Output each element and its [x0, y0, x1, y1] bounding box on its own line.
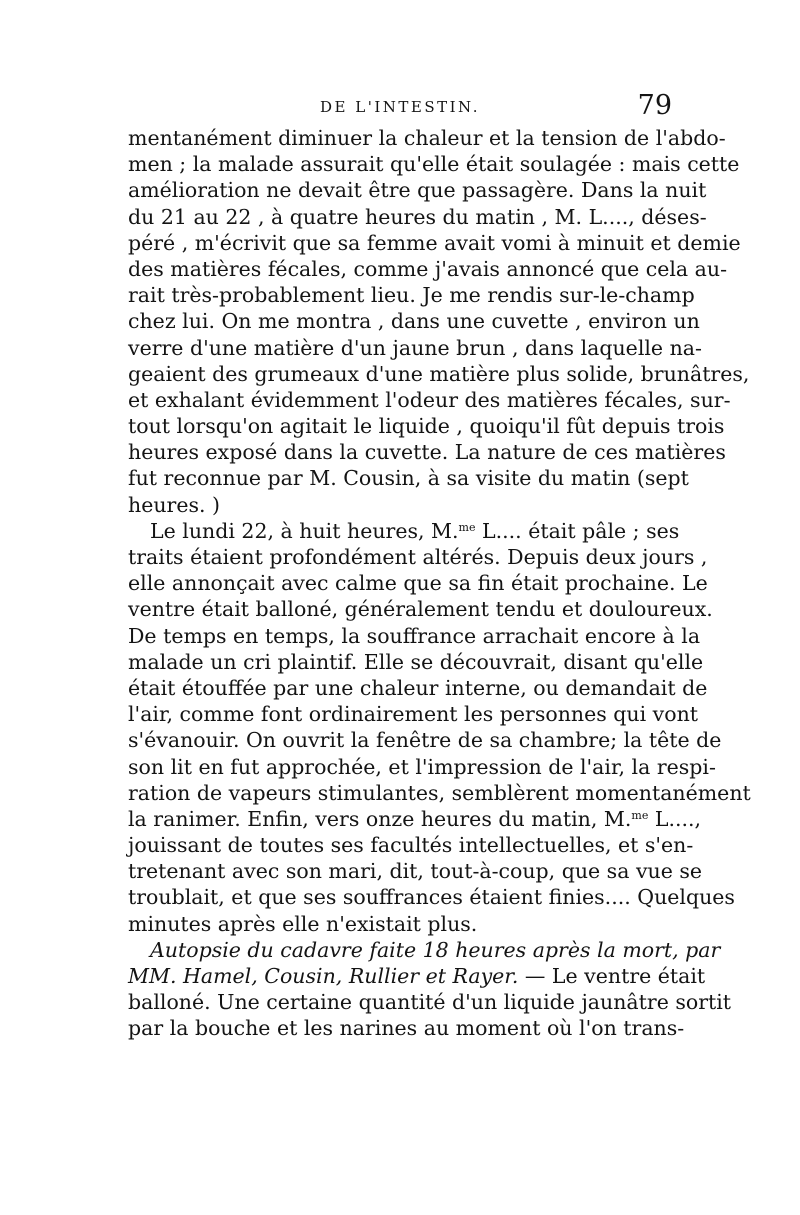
text-line: l'air, comme font ordinairement les personnes qui vont: [128, 702, 699, 727]
text-line: verre d'une matière d'un jaune brun , dans laquelle na-: [128, 335, 702, 360]
running-head: [0, 90, 800, 124]
text-line: des matières fécales, comme j'avais annoncé que cela au-: [128, 256, 728, 281]
autopsy-authors-line: [128, 963, 706, 989]
line-text: Le lundi 22, à huit heures, M.: [150, 518, 459, 543]
text-line: chez lui. On me montra , dans une cuvette , environ un: [128, 309, 700, 334]
text-line: du 21 au 22 , à quatre heures du matin , M. L...., déses-: [128, 204, 707, 229]
text-line: et exhalant évidemment l'odeur des matières fécales, sur-: [128, 387, 731, 412]
text-line: s'évanouir. On ouvrit la fenêtre de sa chambre; la tête de: [128, 728, 722, 753]
text-line: traits étaient profondément altérés. Depuis deux jours ,: [128, 545, 708, 569]
text-line: elle annonçait avec calme que sa fin était prochaine. Le: [128, 571, 708, 596]
text-line: ration de vapeurs stimulantes, semblèrent momentanément: [128, 780, 751, 805]
text-line: geaient des grumeaux d'une matière plus solide, brunâtres,: [128, 361, 750, 386]
autopsy-heading-line: Autopsie du cadavre faite 18 heures après la mort, par: [150, 937, 721, 962]
line-text: — Le ventre était: [518, 964, 706, 988]
text-line: ventre était balloné, généralement tendu et douloureux.: [128, 597, 713, 622]
text-line: jouissant de toutes ses facultés intellectuelles, et s'en-: [128, 833, 694, 858]
line-text: L.... était pâle ; ses: [475, 518, 680, 543]
text-line: balloné. Une certaine quantité d'un liquide jaunâtre sortit: [128, 990, 732, 1015]
line-text: la ranimer. Enfin, vers onze heures du matin, M.: [128, 806, 632, 831]
text-line: De temps en temps, la souffrance arrachait encore à la: [128, 623, 701, 648]
text-line: fut reconnue par M. Cousin, à sa visite du matin (sept: [128, 466, 689, 491]
text-line: malade un cri plaintif. Elle se découvrait, disant qu'elle: [128, 649, 704, 674]
text-line: mentanément diminuer la chaleur et la tension de l'abdo-: [128, 126, 726, 150]
italic-authors: MM. Hamel, Cousin, Rullier et Rayer.: [128, 964, 519, 988]
text-line: heures exposé dans la cuvette. La nature de ces matières: [128, 440, 726, 465]
text-line: tretenant avec son mari, dit, tout-à-coup, que sa vue se: [128, 859, 703, 884]
text-line-with-superscript: [128, 806, 702, 832]
text-line: péré , m'écrivit que sa femme avait vomi à minuit et demie: [128, 230, 741, 255]
superscript: me: [631, 808, 649, 822]
page-number: 79: [637, 90, 672, 121]
body-text: [128, 125, 751, 1042]
superscript: me: [458, 520, 476, 534]
text-line: rait très-probablement lieu. Je me rendis sur-le-champ: [128, 283, 695, 308]
text-line: heures. ): [128, 492, 221, 517]
text-line: men ; la malade assurait qu'elle était soulagée : mais cette: [128, 152, 740, 177]
text-line: son lit en fut approchée, et l'impression de l'air, la respi-: [128, 754, 716, 779]
text-line: par la bouche et les narines au moment où l'on trans-: [128, 1016, 685, 1041]
text-line: minutes après elle n'existait plus.: [128, 911, 478, 936]
text-line: troublait, et que ses souffrances étaient finies.... Quelques: [128, 885, 735, 910]
line-text: L....,: [648, 806, 702, 831]
text-line: était étouffée par une chaleur interne, ou demandait de: [128, 675, 708, 700]
paragraph-start-line: [128, 518, 680, 544]
text-line: tout lorsqu'on agitait le liquide , quoiqu'il fût depuis trois: [128, 414, 725, 439]
running-head-title: DE L'INTESTIN.: [320, 98, 480, 116]
text-line: amélioration ne devait être que passagère. Dans la nuit: [128, 178, 707, 203]
